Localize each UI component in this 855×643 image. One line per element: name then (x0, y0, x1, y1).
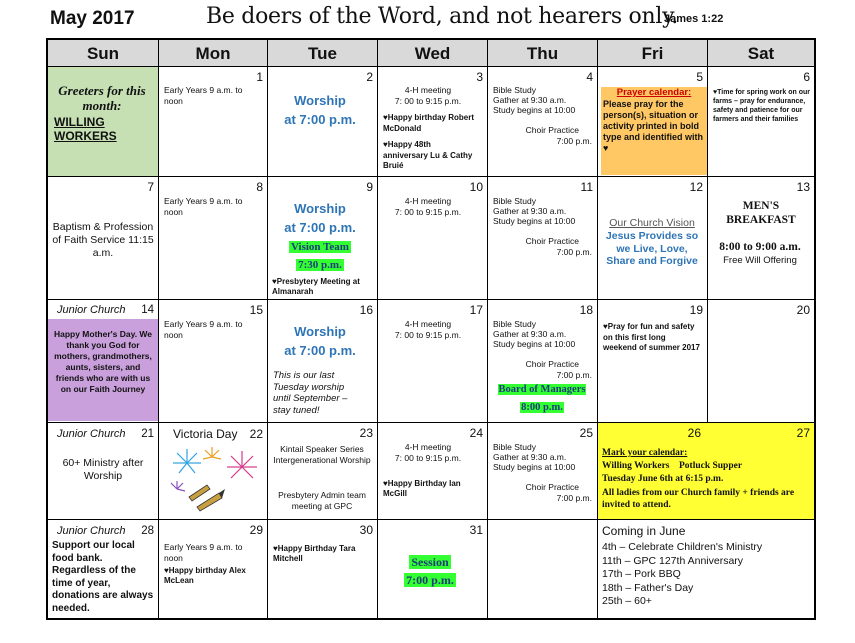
cell-may-10 (378, 177, 488, 300)
cell-may-25 (488, 423, 598, 520)
cell-may-21 (48, 423, 159, 520)
cell-may-3 (378, 67, 488, 177)
prayer-calendar-title: Prayer calendar: (616, 87, 692, 98)
bible-gather: Gather at 9:30 a.m. (493, 452, 567, 462)
board-of-managers (488, 379, 596, 415)
presbytery-admin: Presbytery Admin team meeting at GPC (278, 490, 366, 511)
bible-study: Bible Study (493, 85, 536, 95)
day-header-wed: Wed (378, 40, 488, 67)
church-vision-title: Our Church Vision (609, 217, 695, 229)
bible-study: Bible Study (493, 196, 536, 206)
day-number: 7 (147, 180, 154, 194)
june-item: 11th – GPC 127th Anniversary (602, 554, 744, 567)
greeters-name: WILLING WORKERS (54, 115, 117, 143)
day-number: 31 (469, 523, 483, 537)
bible-gather: Gather at 9:30 a.m. (493, 329, 567, 339)
cell-may-16 (268, 300, 378, 423)
birthday-note: ♥Happy Birthday Tara Mitchell (273, 544, 356, 563)
session-time: 7:00 p.m. (406, 573, 454, 587)
prayer-calendar-box (601, 87, 707, 175)
cell-may-5 (598, 67, 708, 177)
ministry-note: 60+ Ministry after Worship (62, 457, 144, 482)
june-item: 17th – Pork BBQ (602, 568, 681, 580)
early-years: Early Years 9 a.m. to noon (164, 196, 243, 217)
cell-may-24 (378, 423, 488, 520)
cell-may-11 (488, 177, 598, 300)
notice-title: Mark your calendar: (602, 448, 688, 458)
4h-time: 7: 00 to 9:15 p.m. (394, 96, 462, 106)
bible-begins: Study begins at 10:00 (493, 216, 576, 226)
calendar-grid (46, 38, 816, 620)
food-bank-note: Support our local food bank. Regardless of the time of year, donations are always needed. (52, 540, 154, 614)
cell-may-4 (488, 67, 598, 177)
4h-time: 7: 00 to 9:15 p.m. (394, 207, 462, 217)
day-number-26: 26 (687, 426, 701, 440)
day-number: 12 (689, 180, 703, 194)
june-item: 25th – 60+ (602, 595, 652, 607)
cell-may-12 (598, 177, 708, 300)
worship-label: Worship (294, 324, 346, 339)
verse-reference: James 1:22 (664, 13, 724, 25)
anniversary-note: ♥Happy 48th anniversary Lu & Cathy Bruié (383, 140, 473, 170)
cell-may-2 (268, 67, 378, 177)
day-header-sun: Sun (48, 40, 159, 67)
board-label: Board of Managers (498, 384, 586, 395)
bible-study: Bible Study (493, 442, 536, 452)
day-number: 19 (689, 303, 703, 317)
bible-study: Bible Study (493, 319, 536, 329)
choir-time: 7:00 p.m. (556, 247, 592, 257)
breakfast-time: 8:00 to 9:00 a.m. (719, 241, 801, 253)
choir-practice: Choir Practice (525, 125, 579, 135)
day-number: 30 (359, 523, 373, 537)
day-number: 22 (249, 427, 263, 441)
cell-may-23 (268, 423, 378, 520)
bible-begins: Study begins at 10:00 (493, 462, 576, 472)
day-number: 8 (256, 180, 263, 194)
cell-may-18 (488, 300, 598, 423)
day-header-fri: Fri (598, 40, 708, 67)
worship-label: Worship (294, 201, 346, 216)
cell-may-31 (378, 520, 488, 618)
cell-may-29 (159, 520, 268, 618)
greeters-title: Greeters for this month: (58, 83, 146, 113)
birthday-note: ♥Happy birthday Alex McLean (164, 566, 246, 585)
early-years: Early Years 9 a.m. to noon (164, 319, 243, 340)
board-time: 8:00 p.m. (521, 402, 563, 413)
day-number: 29 (249, 523, 263, 537)
cell-may-15 (159, 300, 268, 423)
4h-time: 7: 00 to 9:15 p.m. (394, 330, 462, 340)
cell-may-19 (598, 300, 708, 423)
free-will-offering: Free Will Offering (723, 255, 797, 266)
presbytery-meeting: ♥Presbytery Meeting at Almanarah (272, 277, 360, 296)
last-worship-note: This is our last Tuesday worship until September – stay tuned! (273, 370, 348, 416)
cell-may-7 (48, 177, 159, 300)
day-number: 18 (579, 303, 593, 317)
day-number: 21 (141, 428, 154, 440)
church-vision-text: Jesus Provides so we Live, Love, Share and Forgive (605, 230, 699, 267)
verse: Be doers of the Word, and not hearers only. (206, 4, 678, 29)
day-number-27: 27 (796, 426, 810, 440)
4h-meeting: 4-H meeting (404, 85, 452, 95)
vision-team-label: Vision Team (291, 241, 349, 253)
day-number: 28 (141, 525, 154, 537)
cell-empty (488, 520, 598, 618)
cell-may-6 (708, 67, 814, 177)
june-list (602, 541, 812, 609)
day-header-thu: Thu (488, 40, 598, 67)
fireworks-icon (167, 445, 263, 515)
day-number: 11 (580, 180, 593, 194)
day-number: 24 (469, 426, 483, 440)
4h-meeting: 4-H meeting (404, 442, 452, 452)
choir-time: 7:00 p.m. (556, 493, 592, 503)
bible-begins: Study begins at 10:00 (493, 105, 576, 115)
day-header-mon: Mon (159, 40, 268, 67)
birthday-note: ♥Happy Birthday Ian McGill (383, 479, 461, 498)
worship-time: at 7:00 p.m. (284, 220, 356, 235)
cell-may-13 (708, 177, 814, 300)
4h-meeting: 4-H meeting (404, 319, 452, 329)
cell-may-30 (268, 520, 378, 618)
prayer-calendar-text: Please pray for the person(s), situation or activity printed in bold type and identified with ♥ (603, 98, 704, 153)
victoria-day: Victoria Day (173, 427, 238, 441)
kintail-speaker-series: Kintail Speaker Series Intergenerational Worship (273, 444, 371, 465)
day-number: 23 (359, 426, 373, 440)
session-label: Session (411, 555, 449, 569)
day-number: 15 (249, 303, 263, 317)
day-number: 9 (366, 180, 373, 194)
cell-may-28 (48, 520, 159, 618)
day-header-sat: Sat (708, 40, 814, 67)
baptism-service: Baptism & Profession of Faith Service 11:15 a.m. (52, 221, 154, 259)
choir-time: 7:00 p.m. (556, 136, 592, 146)
choir-practice: Choir Practice (525, 359, 579, 369)
cell-may-22 (159, 423, 268, 520)
cell-may-8 (159, 177, 268, 300)
day-number: 1 (256, 70, 263, 84)
junior-church: Junior Church (57, 428, 126, 440)
month-title: May 2017 (50, 8, 135, 29)
birthday-note: ♥Happy birthday Robert McDonald (383, 113, 474, 133)
day-number: 4 (586, 70, 593, 84)
day-number: 10 (469, 180, 483, 194)
notice-event: Willing Workers Potluck Supper (602, 461, 743, 471)
day-number: 14 (141, 304, 154, 316)
choir-practice: Choir Practice (525, 482, 579, 492)
long-weekend-note: ♥Pray for fun and safety on this first long weekend of summer 2017 (603, 322, 700, 352)
4h-time: 7: 00 to 9:15 p.m. (394, 453, 462, 463)
june-item: 4th – Celebrate Children's Ministry (602, 541, 763, 553)
june-title: Coming in June (602, 524, 686, 538)
day-number: 17 (469, 303, 483, 317)
day-number: 25 (579, 426, 593, 440)
day-number: 16 (359, 303, 373, 317)
day-number: 20 (796, 303, 810, 317)
vision-team (268, 237, 372, 273)
mens-breakfast: MEN'S BREAKFAST (726, 200, 796, 226)
bible-begins: Study begins at 10:00 (493, 339, 576, 349)
day-number: 2 (366, 70, 373, 84)
coming-in-june (598, 520, 814, 618)
cell-may-20 (708, 300, 814, 423)
bible-gather: Gather at 9:30 a.m. (493, 95, 567, 105)
cell-may-1-sun (48, 67, 159, 177)
day-number: 6 (803, 70, 810, 84)
cell-may-1 (159, 67, 268, 177)
mothers-day-message: Happy Mother's Day. We thank you God for mothers, grandmothers, aunts, sisters, and friends who are with us on our Faith Journey (48, 319, 158, 421)
bible-gather: Gather at 9:30 a.m. (493, 206, 567, 216)
cell-may-26-27 (598, 423, 814, 520)
choir-time: 7:00 p.m. (556, 370, 592, 380)
june-item: 18th – Father's Day (602, 581, 694, 594)
cell-may-9 (268, 177, 378, 300)
early-years: Early Years 9 a.m. to noon (164, 85, 243, 106)
notice-date: Tuesday June 6th at 6:15 p.m. (602, 474, 724, 484)
cell-may-14 (48, 300, 159, 423)
worship-time: at 7:00 p.m. (284, 112, 356, 127)
worship-time: at 7:00 p.m. (284, 343, 356, 358)
junior-church: Junior Church (57, 525, 126, 537)
vision-team-time: 7:30 p.m. (298, 259, 342, 271)
spring-work-note: ♥Time for spring work on our farms – pray for endurance, safety and patience for our farmers and their families (713, 89, 810, 123)
day-header-tue: Tue (268, 40, 378, 67)
notice-invite: All ladies from our Church family + friends are invited to attend. (602, 488, 795, 510)
worship-label: Worship (294, 93, 346, 108)
session-meeting (378, 553, 482, 589)
junior-church: Junior Church (57, 304, 126, 316)
day-number: 13 (796, 180, 810, 194)
early-years: Early Years 9 a.m. to noon (164, 542, 243, 563)
4h-meeting: 4-H meeting (404, 196, 452, 206)
day-number: 5 (696, 70, 703, 84)
cell-may-17 (378, 300, 488, 423)
day-number: 3 (476, 70, 483, 84)
choir-practice: Choir Practice (525, 236, 579, 246)
